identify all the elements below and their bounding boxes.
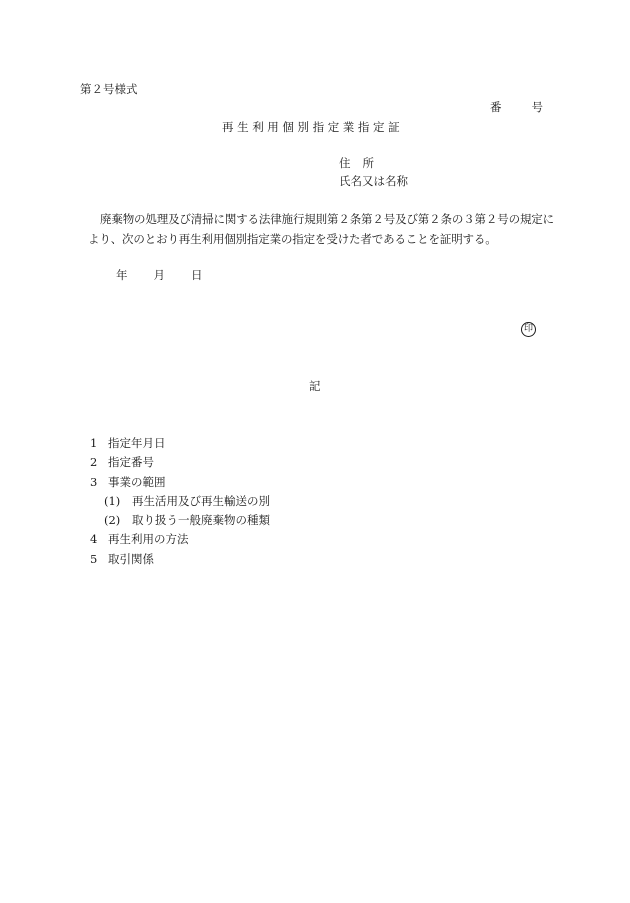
- item-number: 3: [90, 474, 98, 489]
- form-number-label: 第２号様式: [80, 82, 138, 96]
- number-label-part2: 号: [531, 100, 543, 114]
- address-label: [339, 155, 374, 171]
- subitem-number: (2): [104, 513, 121, 528]
- list-item: [90, 434, 270, 453]
- address-label-part2: 所: [362, 156, 374, 170]
- list-subitem: [90, 511, 270, 530]
- item-list: [90, 434, 270, 569]
- item-label: 指定番号: [108, 455, 154, 470]
- document-title: 再生利用個別指定業指定証: [222, 120, 404, 134]
- date-month-label: 月: [153, 268, 165, 282]
- date-line: [116, 267, 203, 283]
- item-number: 1: [90, 436, 98, 450]
- subitem-label: 再生活用及び再生輸送の別: [132, 493, 270, 508]
- subitem-number: (1): [104, 493, 121, 508]
- address-label-part1: 住: [339, 156, 351, 170]
- seal-mark-icon: 印: [521, 322, 536, 337]
- date-year-label: 年: [116, 268, 128, 282]
- item-number: 4: [90, 532, 98, 547]
- item-label: 取引関係: [108, 551, 154, 566]
- certificate-number-label: [490, 99, 543, 115]
- subitem-label: 取り扱う一般廃棄物の種類: [132, 513, 270, 528]
- item-number: 5: [90, 551, 98, 566]
- item-label: 事業の範囲: [108, 474, 166, 489]
- certification-body-text: 廃棄物の処理及び清掃に関する法律施行規則第２条第２号及び第２条の３第２号の規定により、次のとおり再生利用個別指定業の指定を受けた者であることを証明する。: [88, 212, 554, 246]
- list-subitem: [90, 492, 270, 511]
- list-item: [90, 453, 270, 472]
- item-label: 指定年月日: [108, 436, 166, 450]
- name-label: 氏名又は名称: [339, 174, 408, 188]
- date-day-label: 日: [191, 268, 203, 282]
- list-item: [90, 550, 270, 569]
- item-number: 2: [90, 455, 98, 470]
- ki-heading: 記: [309, 379, 321, 393]
- number-label-part1: 番: [490, 100, 502, 114]
- item-label: 再生利用の方法: [108, 532, 189, 547]
- list-item: [90, 473, 270, 492]
- list-item: [90, 530, 270, 549]
